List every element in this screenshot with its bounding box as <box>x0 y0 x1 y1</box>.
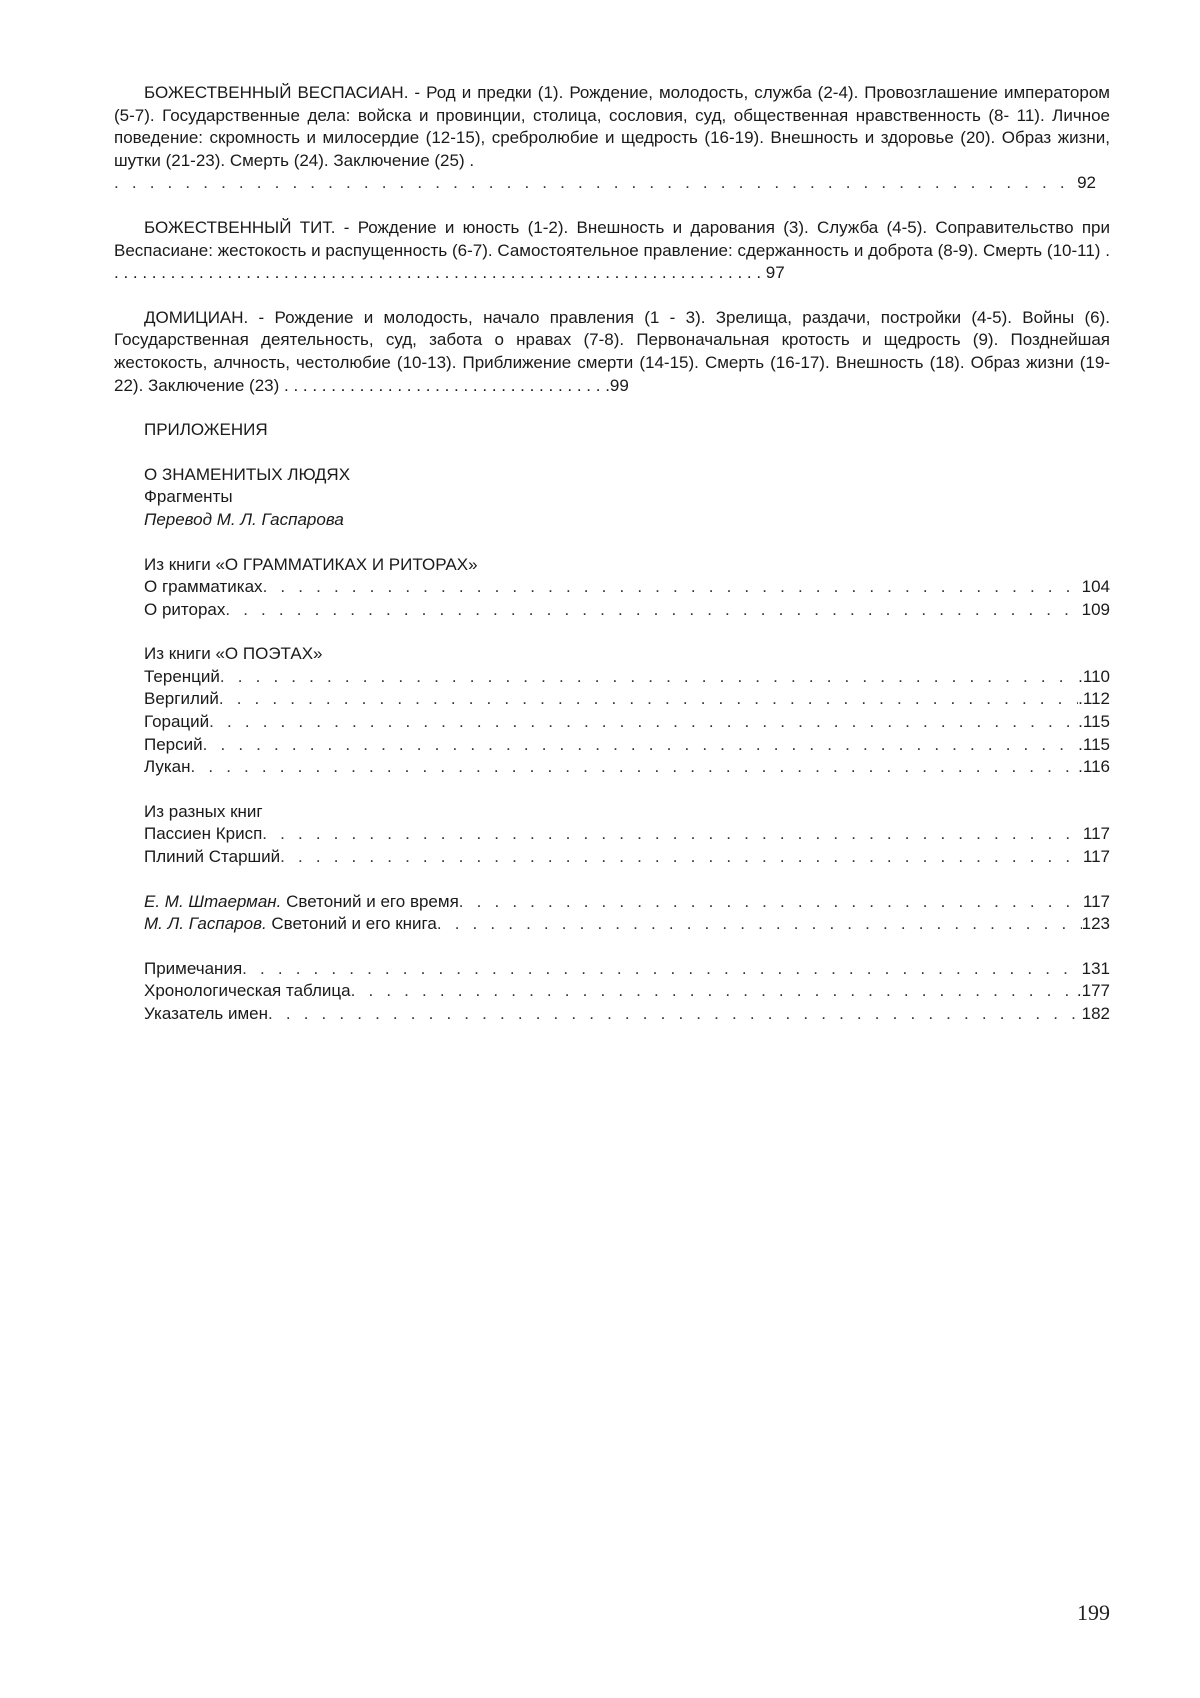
item-page: 104 <box>1081 577 1110 597</box>
item-title: Хронологическая таблица <box>144 981 351 1001</box>
item-page: 182 <box>1081 1004 1110 1023</box>
toc-page <box>114 82 1110 1026</box>
toc-item <box>144 576 1110 599</box>
entry-text: БОЖЕСТВЕННЫЙ ТИТ. - Рождение и юность (1-2). Внешность и дарования (3). Служба (4-5). Соправительство при Веспасиане: жестокость и распущенность (6-7). Самостоятельное правление: сдержанность и доброта (8-9). Смерть (10-11) <box>114 217 1110 260</box>
group-label: Из разных книг <box>144 801 263 821</box>
group-label: Из книги «О ПОЭТАХ» <box>144 644 323 664</box>
item-page: 109 <box>1081 599 1110 619</box>
toc-item <box>144 734 1110 757</box>
item-title: Лукан <box>144 757 191 777</box>
item-title: Указатель имен <box>144 1004 268 1023</box>
entry-leader-row <box>114 172 1110 195</box>
item-page: .110 <box>1078 666 1110 686</box>
dot-leader <box>209 711 1078 734</box>
toc-entry-titus <box>114 217 1110 285</box>
dot-leader <box>225 599 1081 622</box>
item-title: Плиний Старший <box>144 847 281 867</box>
item-page: 131 <box>1081 958 1110 978</box>
toc-item <box>144 913 1110 936</box>
dot-leader <box>437 913 1082 936</box>
toc-item <box>144 688 1110 711</box>
dot-leader <box>280 846 1083 869</box>
item-title: Светоний и его время <box>281 891 459 911</box>
dot-leader <box>191 756 1079 779</box>
item-page: 117 <box>1082 824 1110 844</box>
item-title: Персий <box>144 734 203 754</box>
item-page: .116 <box>1078 757 1110 777</box>
dot-leader <box>262 823 1083 846</box>
toc-group-back-matter <box>114 958 1110 1026</box>
dot-leader <box>459 891 1083 914</box>
item-title: О грамматиках <box>144 577 263 597</box>
item-page: .177 <box>1076 981 1110 1001</box>
page-number: 199 <box>1077 1600 1110 1625</box>
dot-leader <box>268 1003 1082 1026</box>
item-page: .112 <box>1078 689 1110 709</box>
item-title: Вергилий <box>144 689 219 709</box>
entry-page: 92 <box>1077 173 1096 193</box>
appendix-subtitle: Фрагменты <box>144 487 233 507</box>
item-page: 123 <box>1081 914 1110 934</box>
dot-leader <box>263 576 1082 599</box>
dot-leader <box>242 958 1081 981</box>
item-title: Теренций <box>144 666 220 686</box>
toc-entry-domitian <box>114 307 1110 397</box>
dot-leader <box>114 172 1077 195</box>
group-label: Из книги «О ГРАММАТИКАХ И РИТОРАХ» <box>144 554 478 574</box>
toc-entry-vespasian <box>114 82 1110 172</box>
entry-page: 97 <box>765 263 785 283</box>
toc-item <box>144 756 1110 779</box>
dot-leader <box>351 980 1077 1003</box>
item-title: Светоний и его книга <box>266 914 437 934</box>
toc-group-poets <box>114 643 1110 779</box>
entry-text: БОЖЕСТВЕННЫЙ ВЕСПАСИАН. - Род и предки (1). Рождение, молодость, служба (2-4). Провозглашение императором (5-7). Государственные дела: войска и провинции, столица, сословия, суд, общественная нравственность (8- 11). Личное поведение: скромность и милосердие (12-15), сребролюбие и щедрость (16-19). Внешность и здоровье (20). Образ жизни, шутки (21-23). Смерть (24). Заключение (25) . <box>114 83 1110 170</box>
toc-item <box>144 980 1110 1003</box>
toc-item <box>144 711 1110 734</box>
dot-leader: . . . . . . . . . . . . . . . . . . . . . . . . . . . . . . . . . . . . . . . . . . . . . . . . . . . . . . . . . . . . . . . . . . . . . . <box>114 240 1110 283</box>
toc-group-grammarians <box>114 554 1110 622</box>
dot-leader <box>219 688 1078 711</box>
toc-item <box>144 891 1110 914</box>
toc-item <box>144 823 1110 846</box>
item-page: 117 <box>1082 891 1110 911</box>
appendix-translator: Перевод М. Л. Гаспарова <box>144 509 344 529</box>
item-title: Примечания <box>144 958 243 978</box>
item-page: .115 <box>1078 712 1110 732</box>
item-page: 117 <box>1082 847 1110 867</box>
essay-author: М. Л. Гаспаров. <box>144 914 267 934</box>
appendix-title: О ЗНАМЕНИТЫХ ЛЮДЯХ <box>144 464 351 484</box>
toc-item <box>144 1003 1110 1026</box>
toc-item <box>144 958 1110 981</box>
item-page: .115 <box>1078 734 1110 754</box>
entry-text: ДОМИЦИАН. - Рождение и молодость, начало правления (1 - 3). Зрелища, раздачи, постройки (4-5). Войны (6). Государственная деятельность, суд, забота о нравах (7-8). Первоначальная кротость и щедрость (9). Позднейшая жестокость, алчность, честолюбие (10-13). Приближение смерти (14-15). Смерть (16-17). Внешность (18). Образ жизни (19-22). Заключение (23) <box>114 307 1110 395</box>
toc-item <box>144 846 1110 869</box>
item-title: О риторах <box>144 599 226 619</box>
dot-leader: . . . . . . . . . . . . . . . . . . . . . . . . . . . . . . . . . . <box>279 375 606 395</box>
entry-page: .99 <box>605 375 629 395</box>
essay-author: Е. М. Штаерман. <box>144 891 282 911</box>
item-title: Гораций <box>144 712 210 732</box>
appendix-heading: ПРИЛОЖЕНИЯ <box>144 420 268 440</box>
item-title: Пассиен Крисп <box>144 824 263 844</box>
toc-group-essays <box>114 891 1110 936</box>
toc-item <box>144 666 1110 689</box>
toc-item <box>144 599 1110 622</box>
toc-group-various <box>114 801 1110 869</box>
dot-leader <box>203 734 1079 757</box>
dot-leader <box>220 666 1078 689</box>
